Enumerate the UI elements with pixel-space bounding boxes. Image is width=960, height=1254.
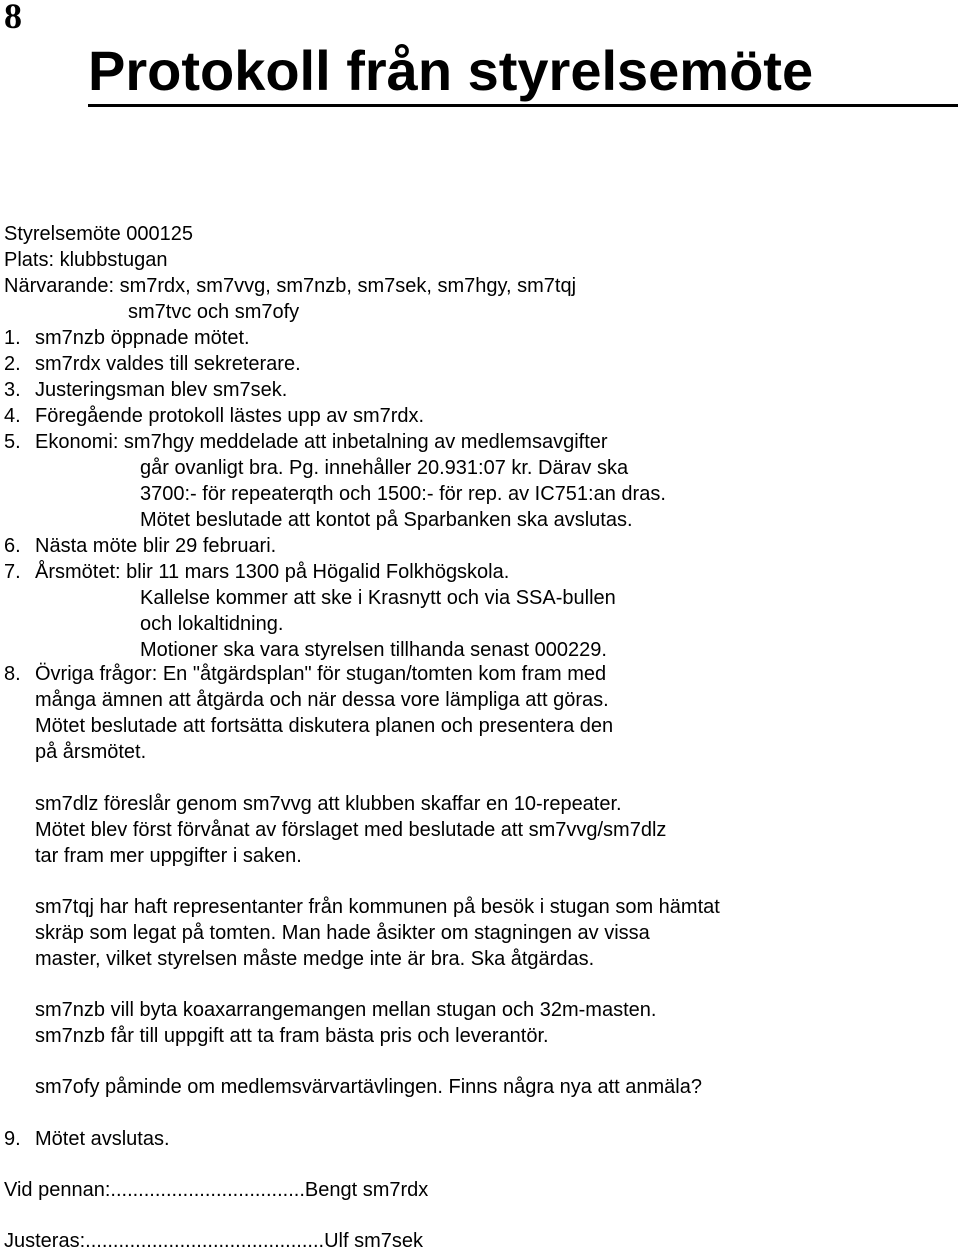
page-title: Protokoll från styrelsemöte: [88, 39, 814, 102]
agenda-item-5-line: 3700:- för repeaterqth och 1500:- för rep. av IC751:an dras.: [140, 483, 666, 505]
present-line: Närvarande: sm7rdx, sm7vvg, sm7nzb, sm7sek, sm7hgy, sm7tqj: [4, 275, 577, 297]
meeting-line: Styrelsemöte 000125: [4, 223, 194, 245]
title-block: [88, 38, 958, 107]
agenda-item-7-line: Årsmötet: blir 11 mars 1300 på Högalid Folkhögskola.: [35, 561, 510, 583]
repeater-paragraph-line: sm7dlz föreslår genom sm7vvg att klubben skaffar en 10-repeater.: [35, 793, 622, 815]
coax-paragraph-line: sm7nzb vill byta koaxarrangemangen mellan stugan och 32m-masten.: [35, 999, 657, 1021]
agenda-number-6: 6.: [4, 535, 21, 557]
agenda-number-4: 4.: [4, 405, 21, 427]
agenda-item-5-line: går ovanligt bra. Pg. innehåller 20.931:07 kr. Därav ska: [140, 457, 629, 479]
agenda-item-9: Mötet avslutas.: [35, 1128, 170, 1150]
agenda-item-5-line: Mötet beslutade att kontot på Sparbanken ska avslutas.: [140, 509, 633, 531]
agenda-number-2: 2.: [4, 353, 21, 375]
agenda-item-2: sm7rdx valdes till sekreterare.: [35, 353, 301, 375]
agenda-item-8-line: på årsmötet.: [35, 741, 147, 763]
agenda-item-3: Justeringsman blev sm7sek.: [35, 379, 288, 401]
adjuster-signature-line: Justeras:...........................................Ulf sm7sek: [4, 1230, 423, 1252]
place-line: Plats: klubbstugan: [4, 249, 168, 271]
repeater-paragraph-line: Mötet blev först förvånat av förslaget med beslutade att sm7vvg/sm7dlz: [35, 819, 667, 841]
agenda-number-8: 8.: [4, 663, 21, 685]
agenda-item-1: sm7nzb öppnade mötet.: [35, 327, 250, 349]
membership-paragraph-line: sm7ofy påminde om medlemsvärvartävlingen. Finns några nya att anmäla?: [35, 1076, 702, 1098]
secretary-signature-line: Vid pennan:...................................Bengt sm7rdx: [4, 1179, 429, 1201]
agenda-number-1: 1.: [4, 327, 21, 349]
agenda-item-7-line: Motioner ska vara styrelsen tillhanda senast 000229.: [140, 639, 607, 661]
agenda-item-7-line: Kallelse kommer att ske i Krasnytt och via SSA-bullen: [140, 587, 616, 609]
page-number: 8: [4, 0, 22, 36]
agenda-number-9: 9.: [4, 1128, 21, 1150]
municipality-paragraph-line: master, vilket styrelsen måste medge inte är bra. Ska åtgärdas.: [35, 948, 595, 970]
agenda-item-8-line: Mötet beslutade att fortsätta diskutera planen och presentera den: [35, 715, 614, 737]
present-line-continued: sm7tvc och sm7ofy: [128, 301, 300, 323]
repeater-paragraph-line: tar fram mer uppgifter i saken.: [35, 845, 302, 867]
agenda-item-5-line: Ekonomi: sm7hgy meddelade att inbetalning av medlemsavgifter: [35, 431, 608, 453]
agenda-number-5: 5.: [4, 431, 21, 453]
municipality-paragraph-line: skräp som legat på tomten. Man hade åsikter om stagningen av vissa: [35, 922, 650, 944]
agenda-item-8-line: många ämnen att åtgärda och när dessa vore lämpliga att göras.: [35, 689, 609, 711]
coax-paragraph-line: sm7nzb får till uppgift att ta fram bästa pris och leverantör.: [35, 1025, 549, 1047]
agenda-item-8-line: Övriga frågor: En "åtgärdsplan" för stugan/tomten kom fram med: [35, 663, 607, 685]
agenda-number-3: 3.: [4, 379, 21, 401]
agenda-item-7-line: och lokaltidning.: [140, 613, 284, 635]
agenda-number-7: 7.: [4, 561, 21, 583]
agenda-item-4: Föregående protokoll lästes upp av sm7rdx.: [35, 405, 425, 427]
agenda-item-6: Nästa möte blir 29 februari.: [35, 535, 277, 557]
municipality-paragraph-line: sm7tqj har haft representanter från kommunen på besök i stugan som hämtat: [35, 896, 720, 918]
